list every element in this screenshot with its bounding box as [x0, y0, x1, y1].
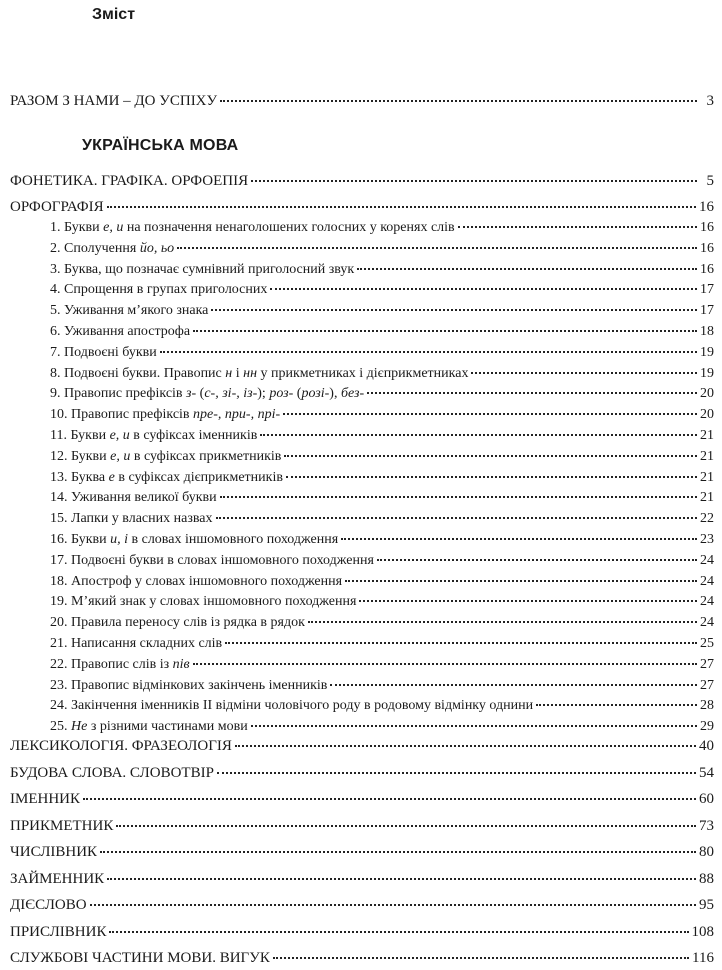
toc-entry-label: 4. Спрощення в групах приголосних: [50, 282, 268, 298]
toc-entry-label: ПРИСЛІВНИК: [10, 923, 107, 940]
toc-entry-label: ОРФОГРАФІЯ: [10, 199, 104, 215]
toc-page-number: 22: [700, 511, 714, 527]
toc-page-number: 24: [700, 552, 714, 568]
toc-page-number: 16: [699, 199, 714, 215]
toc-page-number: 17: [700, 303, 714, 319]
section-heading: УКРАЇНСЬКА МОВА: [82, 137, 239, 154]
toc-entry-label: 22. Правопис слів із пів: [50, 656, 190, 672]
toc-page-number: 16: [700, 240, 714, 256]
dot-leader: [308, 621, 697, 623]
toc-subentry[interactable]: [50, 323, 714, 341]
dot-leader: [359, 600, 697, 602]
dot-leader: [367, 392, 697, 394]
toc-page-number: 5: [706, 173, 714, 189]
toc-subentry[interactable]: [50, 697, 714, 715]
dot-leader: [471, 372, 697, 374]
dot-leader: [283, 413, 697, 415]
dot-leader: [270, 288, 697, 290]
toc-entry-label: РАЗОМ З НАМИ – ДО УСПІХУ: [10, 93, 218, 109]
dot-leader: [220, 496, 697, 498]
dot-leader: [177, 247, 697, 249]
toc-entry-label: 6. Уживання апострофа: [50, 324, 191, 339]
toc-page-number: 21: [700, 428, 714, 443]
toc-page-number: 73: [699, 817, 714, 834]
dot-leader: [193, 663, 697, 665]
toc-entry-label: 23. Правопис відмінкових закінчень іменників: [50, 677, 328, 693]
toc-page-number: 27: [700, 677, 714, 693]
toc-entry-label: СЛУЖБОВІ ЧАСТИНИ МОВИ. ВИГУК: [10, 950, 270, 966]
toc-entry-label: ДІЄСЛОВО: [10, 897, 87, 913]
toc-subentry[interactable]: [50, 219, 714, 237]
toc-entry-label: ФОНЕТИКА. ГРАФІКА. ОРФОЕПІЯ: [10, 173, 249, 189]
toc-chapter-entry[interactable]: [10, 896, 714, 914]
toc-page-number: 116: [692, 950, 714, 966]
toc-entry-label: 24. Закінчення іменників ІІ відміни чоловічого роду в родовому відмінку однини: [50, 698, 534, 714]
dot-leader: [536, 704, 697, 706]
toc-page-number: 29: [700, 719, 714, 735]
dot-leader: [109, 931, 688, 933]
dot-leader: [116, 825, 696, 827]
toc-entry-label: 12. Букви е, и в суфіксах прикметників: [50, 448, 282, 464]
toc-chapter-entry[interactable]: [10, 949, 714, 967]
toc-subentry[interactable]: [50, 344, 714, 362]
toc-entry-label: 9. Правопис префіксів з- (с-, зі-, із-); роз- (розі-), без-: [50, 386, 365, 402]
toc-page-number: 19: [700, 365, 714, 381]
dot-leader: [251, 180, 697, 182]
toc-page-number: 88: [699, 870, 714, 887]
dot-leader: [100, 851, 696, 853]
toc-entry-label: 20. Правила переносу слів із рядка в рядок: [50, 615, 305, 631]
toc-entry-label: 16. Букви и, і в словах іншомовного походження: [50, 532, 339, 547]
toc-subentry[interactable]: [50, 427, 714, 445]
toc-entry-label: ЗАЙМЕННИК: [10, 870, 105, 887]
dot-leader: [345, 580, 697, 582]
toc-entry-label: 15. Лапки у власних назвах: [50, 511, 213, 527]
toc-subentry[interactable]: [50, 406, 714, 424]
toc-entry-label: БУДОВА СЛОВА. СЛОВОТВІР: [10, 764, 214, 781]
toc-subentry[interactable]: [50, 677, 714, 695]
toc-page-number: 16: [700, 220, 714, 235]
toc-page-number: 20: [700, 386, 714, 402]
toc-subentry[interactable]: [50, 614, 714, 632]
toc-page-number: 60: [699, 791, 714, 807]
toc-entry-label: ЧИСЛІВНИК: [10, 844, 98, 860]
dot-leader: [273, 957, 689, 959]
toc-page-number: 80: [699, 844, 714, 860]
toc-chapter-entry[interactable]: [10, 737, 714, 755]
toc-entry-label: 14. Уживання великої букви: [50, 490, 217, 506]
toc-subentry[interactable]: [50, 718, 714, 736]
toc-page-number: 24: [700, 615, 714, 631]
toc-page-number: 3: [706, 93, 714, 109]
toc-entry-label: 25. Не з різними частинами мови: [50, 719, 248, 735]
toc-subentry[interactable]: [50, 240, 714, 258]
toc-page-number: 24: [700, 573, 714, 589]
dot-leader: [251, 725, 697, 727]
toc-subentry[interactable]: [50, 593, 714, 611]
toc-entry-label: 3. Буква, що позначає сумнівний приголосний звук: [50, 261, 355, 277]
toc-page-number: 54: [699, 764, 714, 781]
dot-leader: [235, 745, 696, 747]
page-title: Зміст: [92, 6, 136, 23]
toc-subentry[interactable]: [50, 448, 714, 466]
toc-page-number: 40: [699, 738, 714, 754]
toc-page-number: 27: [700, 656, 714, 672]
toc-entry-phonetics[interactable]: [10, 172, 714, 190]
dot-leader: [107, 206, 696, 208]
toc-subentry[interactable]: [50, 552, 714, 570]
toc-entry-label: 17. Подвоєні букви в словах іншомовного походження: [50, 552, 374, 568]
dot-leader: [260, 434, 697, 436]
toc-subentry[interactable]: [50, 365, 714, 383]
dot-leader: [377, 559, 697, 561]
dot-leader: [225, 642, 697, 644]
dot-leader: [107, 878, 696, 880]
toc-page-number: 108: [691, 923, 714, 940]
toc-entry-label: ІМЕННИК: [10, 791, 80, 807]
toc-entry-label: 19. М’який знак у словах іншомовного походження: [50, 594, 357, 610]
toc-page-number: 95: [699, 897, 714, 913]
toc-subentry[interactable]: [50, 261, 714, 279]
dot-leader: [217, 772, 696, 774]
dot-leader: [220, 100, 697, 102]
dot-leader: [193, 330, 697, 332]
toc-page-number: 21: [700, 448, 714, 464]
toc-chapter-entry[interactable]: [10, 923, 714, 941]
dot-leader: [357, 268, 697, 270]
dot-leader: [216, 517, 697, 519]
toc-entry-label: 10. Правопис префіксів пре-, при-, прі-: [50, 407, 281, 423]
toc-entry-label: 7. Подвоєні букви: [50, 344, 157, 360]
toc-chapter-entry[interactable]: [10, 870, 714, 888]
toc-entry-label: 11. Букви е, и в суфіксах іменників: [50, 428, 258, 443]
toc-subentry[interactable]: [50, 573, 714, 591]
toc-subentry[interactable]: [50, 531, 714, 549]
toc-entry-intro[interactable]: [10, 92, 714, 110]
dot-leader: [83, 798, 696, 800]
toc-chapter-entry[interactable]: [10, 790, 714, 808]
toc-page-number: 16: [700, 261, 714, 277]
toc-page-number: 21: [700, 469, 714, 485]
toc-subentry[interactable]: [50, 489, 714, 507]
toc-page-number: 25: [700, 636, 714, 651]
toc-entry-label: ЛЕКСИКОЛОГІЯ. ФРАЗЕОЛОГІЯ: [10, 738, 232, 754]
toc-page-number: 18: [700, 324, 714, 339]
toc-entry-label: 5. Уживання м’якого знака: [50, 303, 209, 319]
toc-entry-label: 13. Буква е в суфіксах дієприкметників: [50, 469, 283, 485]
dot-leader: [341, 538, 697, 540]
dot-leader: [286, 476, 697, 478]
toc-entry-label: 2. Сполучення йо, ьо: [50, 240, 175, 256]
toc-page-number: 23: [700, 532, 714, 547]
toc-subentry[interactable]: [50, 635, 714, 653]
toc-subentry[interactable]: [50, 510, 714, 528]
toc-subentry[interactable]: [50, 281, 714, 299]
toc-entry-orthography[interactable]: [10, 198, 714, 216]
toc-page-number: 28: [700, 698, 714, 714]
toc-chapter-entry[interactable]: [10, 817, 714, 835]
toc-entry-label: 8. Подвоєні букви. Правопис н і нн у прикметниках і дієприкметниках: [50, 365, 469, 381]
toc-entry-label: 21. Написання складних слів: [50, 636, 223, 651]
toc-page-number: 19: [700, 344, 714, 360]
dot-leader: [284, 455, 697, 457]
toc-subentry[interactable]: [50, 656, 714, 674]
toc-page-number: 17: [700, 282, 714, 298]
dot-leader: [458, 226, 697, 228]
dot-leader: [90, 904, 696, 906]
toc-entry-label: ПРИКМЕТНИК: [10, 817, 114, 834]
toc-chapter-entry[interactable]: [10, 764, 714, 782]
toc-chapter-entry[interactable]: [10, 843, 714, 861]
toc-entry-label: 18. Апостроф у словах іншомовного походження: [50, 573, 343, 589]
toc-page-number: 20: [700, 407, 714, 423]
toc-page-number: 21: [700, 490, 714, 506]
dot-leader: [330, 684, 697, 686]
dot-leader: [211, 309, 697, 311]
toc-page-number: 24: [700, 594, 714, 610]
toc-subentry[interactable]: [50, 469, 714, 487]
toc-subentry[interactable]: [50, 302, 714, 320]
dot-leader: [160, 351, 697, 353]
toc-subentry[interactable]: [50, 385, 714, 403]
toc-entry-label: 1. Букви е, и на позначення ненаголошених голосних у коренях слів: [50, 220, 455, 235]
